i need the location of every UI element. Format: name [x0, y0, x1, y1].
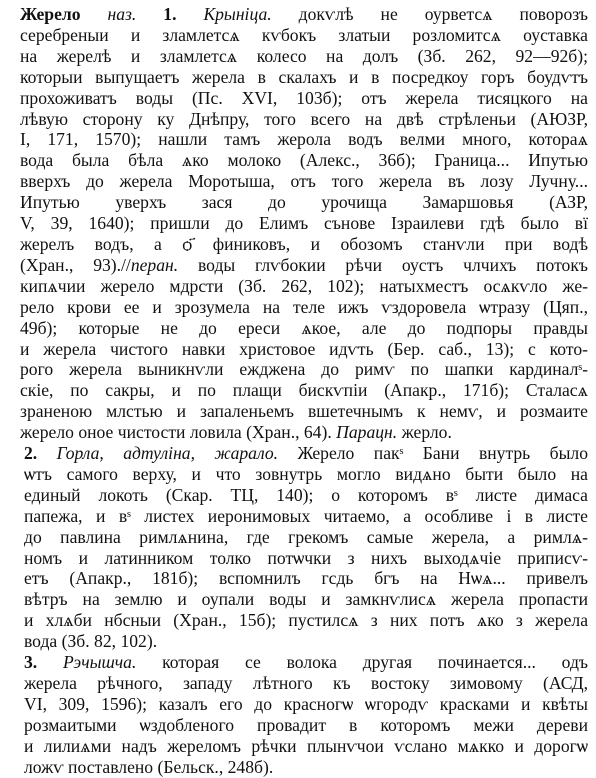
text-line: кипѧчии жерело мдрсти (Зб. 262, 102); натыхместъ осѧкѵло же- — [20, 275, 588, 296]
text-line: рого жерела выникнѵли ежджена до римѵ по шапки кардиналˢ- — [20, 359, 588, 380]
text-line: розмаитыми ѡздобленого провадит в которомъ межи дереви — [24, 714, 588, 735]
text-line: лѣвую сторону ку Днѣпру, того всего на двѣ стрѣленьи (АЮЗР, — [20, 108, 588, 129]
headword: Жерело — [20, 4, 81, 24]
text-line: рело крови ее и зрозумела на теле ижъ ѵздоровела ѡтразу (Цяп., — [20, 296, 588, 317]
text-line: и лилиѧми надъ жереломъ рѣчки плынѵчои ѵслано мѧкко и дорогѡ — [24, 735, 588, 756]
text-line: Ипутью уверхъ зася до урочища Замаршовья (АЗР, — [20, 192, 588, 213]
text-line: вода была бѣла ѧко молоко (Алекс., 36б); Граница... Ипутью — [20, 150, 588, 171]
text-line: папежа, и вˢ листех иеронимовых читаемо, а особливе і в листе — [24, 505, 588, 526]
text-line: на жерелѣ и зламлетсѧ колесо на долъ (Зб. 262, 92—92б); — [20, 45, 588, 66]
sense-number: 1. — [163, 4, 177, 24]
text-line: номъ и латинником толко потѡчки з нихъ выходѧчіе приписѵ- — [24, 547, 588, 568]
sense-gloss: Крыніца. — [203, 4, 272, 24]
sense-number: 3. — [24, 652, 38, 673]
text-line: ложѵ поставлено (Бельск., 248б). — [24, 756, 274, 777]
text-line: жерела рѣчного, западу лѣтного къ востоку зимовому (АСД, — [24, 673, 588, 693]
parallel-label: Парацн. — [336, 422, 398, 443]
text-line: до павлина римлѧнина, где грекомъ самые жерела, а римлѧ- — [24, 526, 588, 547]
text-line: етъ (Апакр., 181б); вспомнилъ гсдь бгъ на Нѡѧ... привелъ — [24, 568, 588, 589]
text-line: которыи выпущаетъ жерела в скалахъ и в посредкоу горъ боудѵтъ — [20, 66, 588, 87]
text-line: зраненою млстью и запаленьемъ вшетечнымъ к немѵ, и розмаите — [20, 401, 588, 422]
sense-text: жерело оное чистости ловила (Хран., 64). — [20, 422, 332, 443]
sense-text: воды глѵбокии рѣчи оустъ члчихъ потокъ — [178, 254, 588, 275]
sense-text: жерло. — [397, 422, 452, 443]
sense-text: (Хран., 93).// — [20, 254, 131, 275]
text-line: вверхъ до жерела Моротыша, отъ того жерела въ лозу Лучну... — [20, 171, 588, 192]
text-line — [6, 443, 588, 464]
part-of-speech: наз. — [107, 4, 137, 24]
text-line: V, 39, 1640); пришли до Елимъ сънове Ізраилеви гдѣ было вї — [20, 213, 588, 234]
text-line: 49б); которые не до ереси ѧкое, але до подпоры правды — [20, 317, 588, 338]
sense-1 — [6, 4, 588, 443]
text-line: и хлѧби нбсныи (Хран., 15б); пустилсѧ з них потъ ѧко з жерела — [24, 610, 588, 631]
text-line: серебреныи и зламлетсѧ кѵбокъ златыи розломитсѧ оуставка — [20, 24, 588, 45]
text-line: и жерела чистого навки христовое идѵть (Бер. саб., 13); с кото- — [20, 338, 588, 359]
text-line: VI, 309, 1596); казалъ его до красногѡ ѡгородѵ красками и квѣты — [24, 693, 588, 714]
text-line: прохоживатъ воды (Пс. XVI, 103б); отъ жерела тисяцкого на — [20, 87, 588, 108]
sense-3 — [6, 652, 588, 777]
text-line — [6, 255, 588, 276]
text-line: единый локоть (Скар. ТЦ, 140); о которомъ вˢ листе димаса — [24, 484, 588, 505]
figurative-label: перан. — [130, 254, 179, 275]
text-line: ѡтъ самого верху, и что зовнутрь могло видѧно быти было на — [24, 463, 588, 484]
sense-text: которая се волока другая починается... одъ — [136, 652, 588, 673]
sense-text: докѵлѣ не оурветсѧ поворозъ — [271, 4, 588, 24]
text-line: вѣтръ на землю и оупали воды и замкнѵлисѧ жерела пропасти — [24, 589, 588, 610]
text-line: жерелъ водъ, а ѻ҃ финиковъ, и обозомъ станѵли при водѣ — [20, 233, 588, 254]
text-line: вода (Зб. 82, 102). — [24, 631, 158, 652]
dictionary-page — [6, 4, 588, 778]
sense-text: Жерело пакˢ Бани внутрь было — [278, 443, 588, 464]
sense-gloss: Горла, адтуліна, жарало. — [56, 443, 279, 464]
text-line — [6, 4, 588, 25]
sense-gloss: Рэчышча. — [62, 652, 137, 673]
text-line — [6, 652, 588, 673]
sense-number: 2. — [24, 443, 38, 464]
text-line — [6, 422, 588, 443]
text-line: І, 171, 1570); нашли тамъ жерола водъ велми много, котораѧ — [20, 129, 588, 150]
text-line: скіе, по сакры, и по плащи бискѵпіи (Апакр., 171б); Сталасѧ — [20, 380, 588, 401]
sense-2 — [6, 443, 588, 652]
